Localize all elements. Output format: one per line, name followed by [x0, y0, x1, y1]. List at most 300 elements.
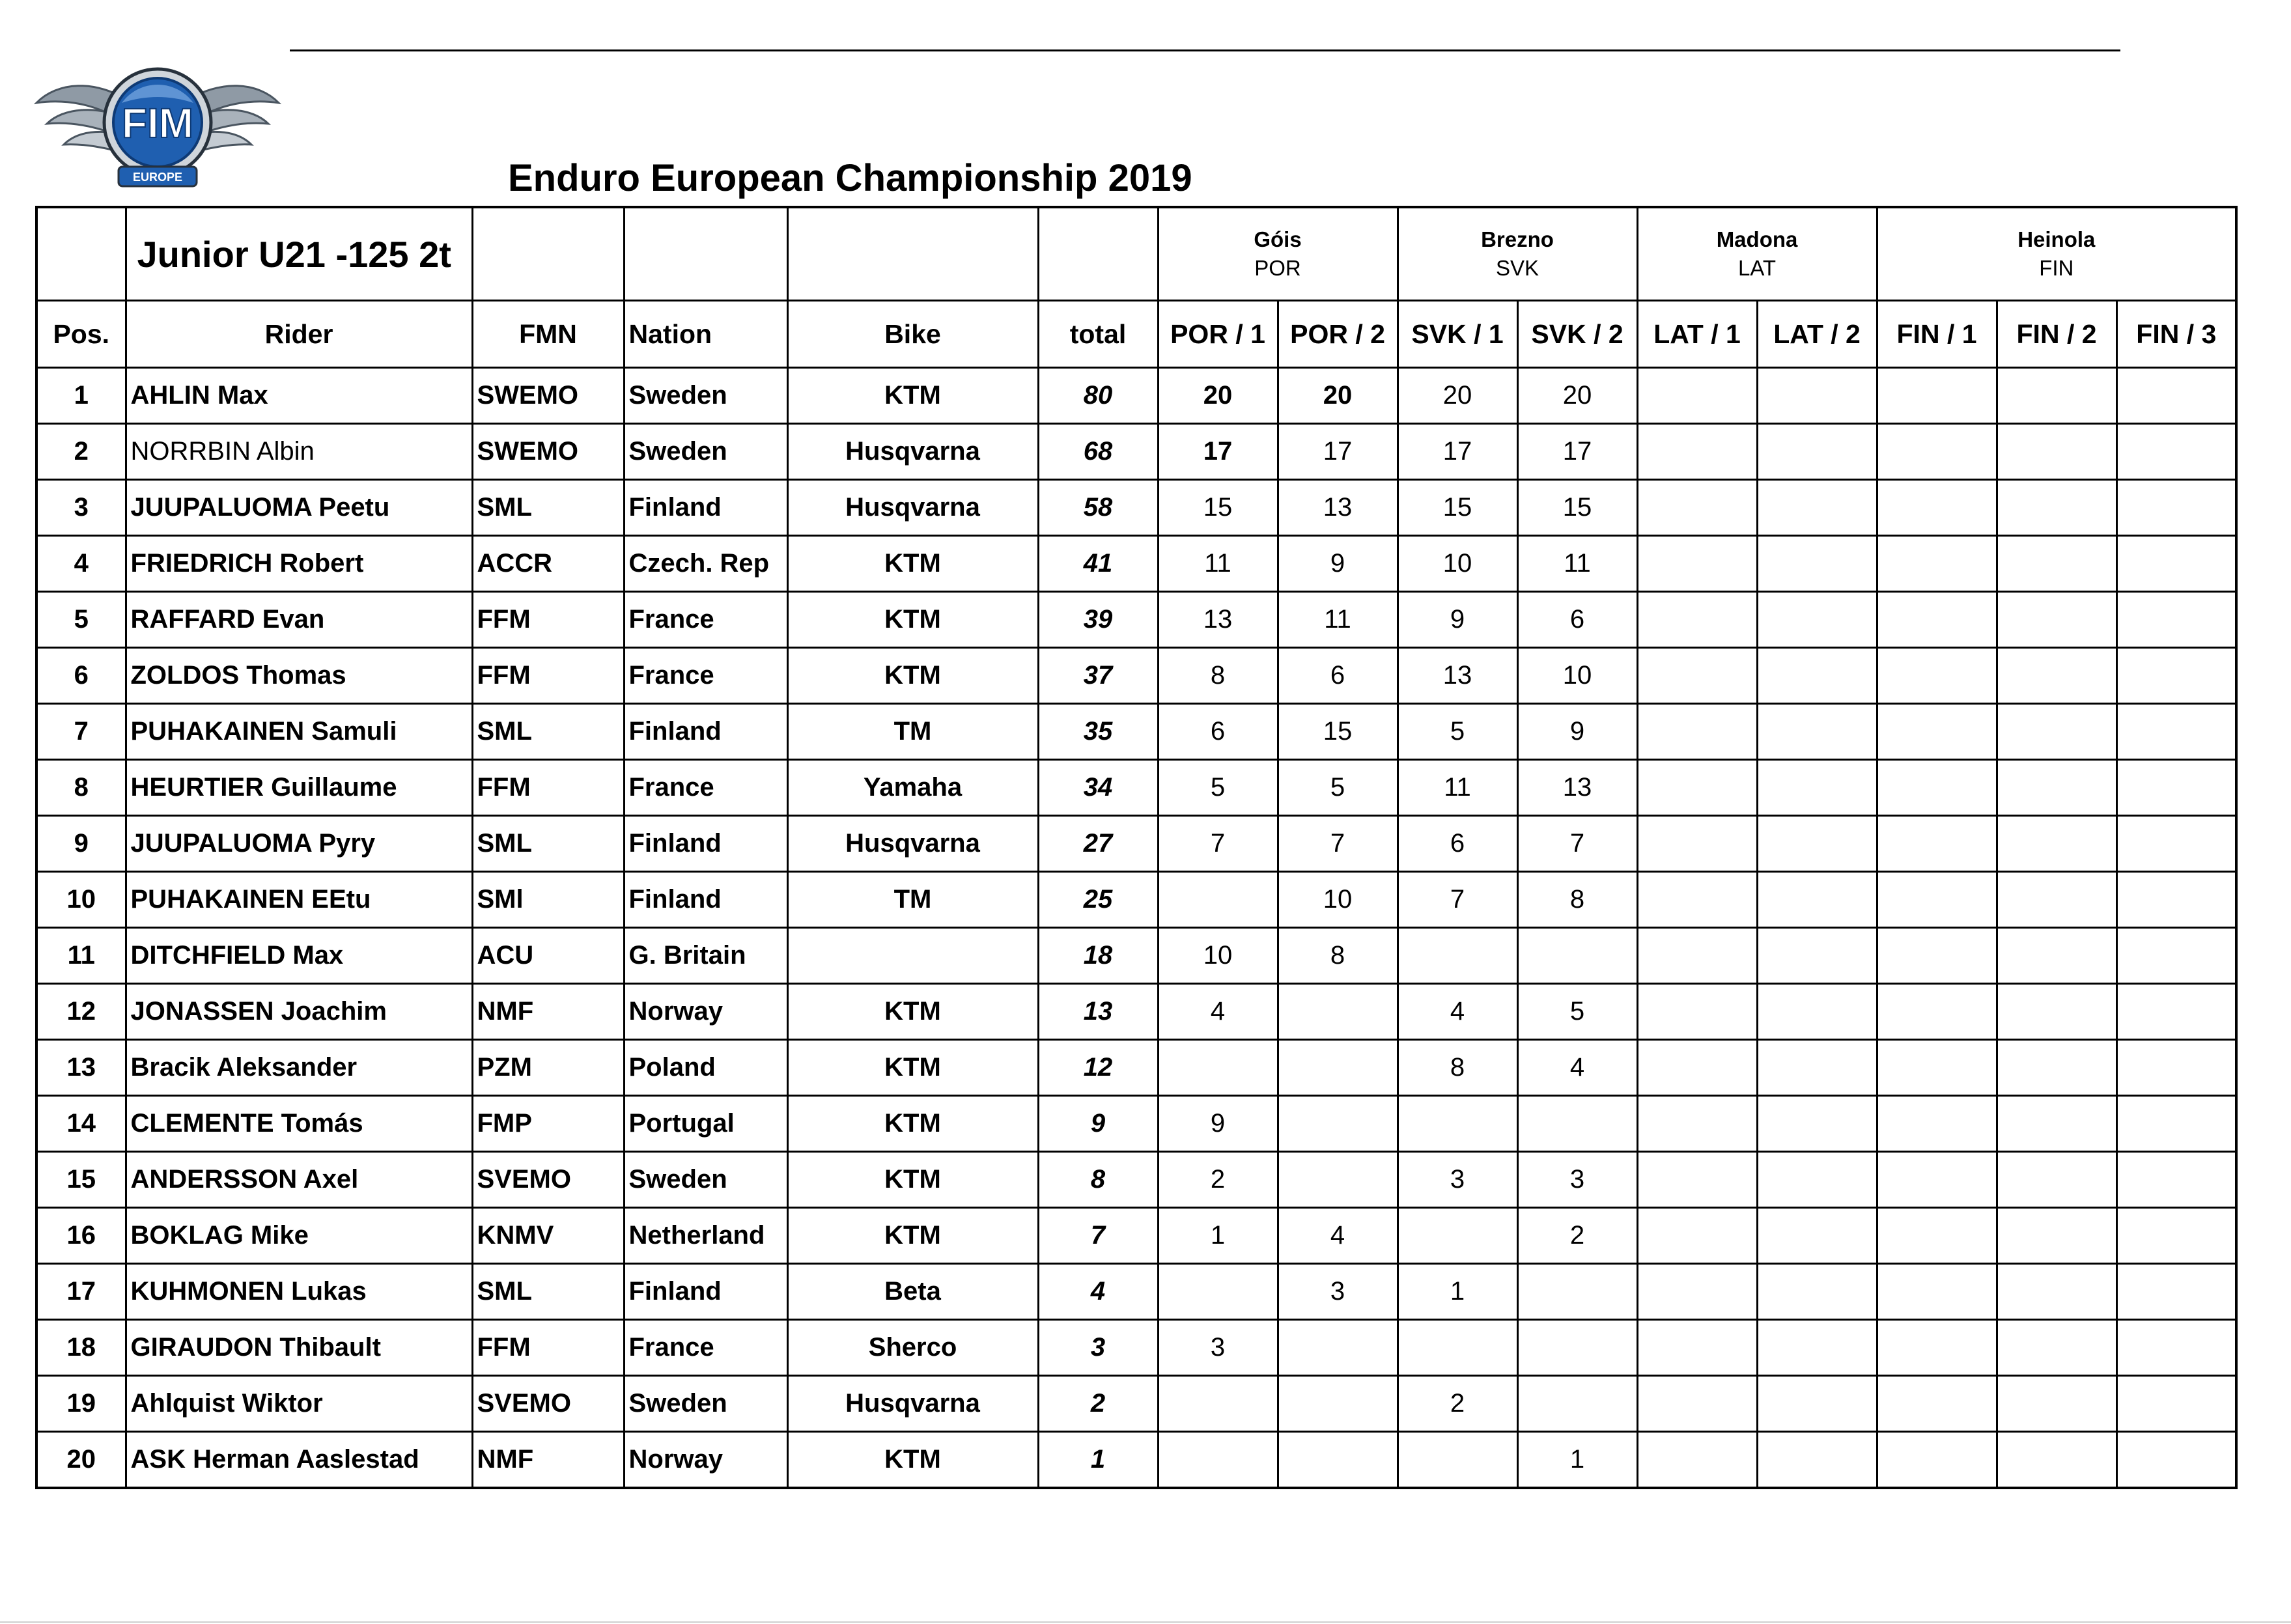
result-cell: 10	[1398, 536, 1517, 592]
result-cell	[1757, 424, 1877, 480]
result-cell: 11	[1278, 592, 1398, 648]
result-cell: 2	[1398, 1376, 1517, 1432]
position-cell: 18	[36, 1320, 126, 1376]
result-cell: 9	[1517, 704, 1637, 760]
result-cell	[1398, 928, 1517, 984]
result-cell	[1158, 872, 1278, 928]
venue-country: SVK	[1495, 256, 1539, 280]
result-cell: 13	[1517, 760, 1637, 816]
result-cell	[1637, 1376, 1757, 1432]
result-cell	[1877, 1152, 1997, 1208]
column-header: POR / 2	[1278, 301, 1398, 368]
nation-cell: Norway	[624, 1432, 787, 1489]
result-cell: 5	[1158, 760, 1278, 816]
result-cell	[1997, 760, 2116, 816]
result-cell	[1757, 1376, 1877, 1432]
rider-cell: CLEMENTE Tomás	[126, 1096, 472, 1152]
result-cell	[1997, 1320, 2116, 1376]
fmn-cell: FMP	[472, 1096, 624, 1152]
nation-cell: Norway	[624, 984, 787, 1040]
position-cell: 16	[36, 1208, 126, 1264]
total-cell: 7	[1038, 1208, 1158, 1264]
position-cell: 8	[36, 760, 126, 816]
bike-cell: KTM	[787, 1432, 1038, 1489]
result-cell	[1278, 984, 1398, 1040]
result-cell	[1757, 760, 1877, 816]
bike-cell: Sherco	[787, 1320, 1038, 1376]
result-cell	[1637, 536, 1757, 592]
result-cell: 8	[1278, 928, 1398, 984]
venue-name: Madona	[1716, 227, 1798, 251]
result-cell	[1997, 1264, 2116, 1320]
result-cell: 15	[1398, 480, 1517, 536]
venue-cell	[1398, 207, 1637, 301]
result-cell: 8	[1517, 872, 1637, 928]
bike-cell: KTM	[787, 1096, 1038, 1152]
result-cell	[1517, 928, 1637, 984]
result-cell: 7	[1158, 816, 1278, 872]
fmn-cell: SMl	[472, 872, 624, 928]
category-title: Junior U21 -125 2t	[126, 207, 472, 301]
result-cell: 11	[1517, 536, 1637, 592]
result-cell	[1877, 368, 1997, 424]
result-cell	[1877, 760, 1997, 816]
bike-cell: TM	[787, 872, 1038, 928]
footer-divider	[0, 1621, 2291, 1623]
result-cell: 15	[1517, 480, 1637, 536]
position-cell: 14	[36, 1096, 126, 1152]
rider-cell: KUHMONEN Lukas	[126, 1264, 472, 1320]
position-cell: 6	[36, 648, 126, 704]
standings-table	[35, 206, 2238, 1489]
result-cell: 3	[1158, 1320, 1278, 1376]
result-cell	[1398, 1320, 1517, 1376]
fmn-cell: FFM	[472, 760, 624, 816]
table-row	[36, 816, 2236, 872]
result-cell	[1757, 816, 1877, 872]
nation-cell: Finland	[624, 816, 787, 872]
result-cell	[1278, 1376, 1398, 1432]
result-cell: 20	[1398, 368, 1517, 424]
table-row	[36, 760, 2236, 816]
result-cell	[1997, 592, 2116, 648]
table-row	[36, 536, 2236, 592]
column-header-row	[36, 301, 2236, 368]
result-cell	[1757, 1096, 1877, 1152]
result-cell	[1877, 984, 1997, 1040]
position-cell: 17	[36, 1264, 126, 1320]
rider-cell: AHLIN Max	[126, 368, 472, 424]
rider-cell: JUUPALUOMA Peetu	[126, 480, 472, 536]
result-cell	[1757, 984, 1877, 1040]
result-cell	[2116, 480, 2236, 536]
result-cell	[1997, 816, 2116, 872]
result-cell	[1637, 480, 1757, 536]
table-row	[36, 1264, 2236, 1320]
position-cell: 1	[36, 368, 126, 424]
nation-cell: Finland	[624, 872, 787, 928]
rider-cell: ANDERSSON Axel	[126, 1152, 472, 1208]
venue-cell	[1158, 207, 1398, 301]
result-cell: 6	[1517, 592, 1637, 648]
result-cell	[1997, 928, 2116, 984]
nation-cell: Poland	[624, 1040, 787, 1096]
result-cell	[1278, 1320, 1398, 1376]
result-cell: 15	[1158, 480, 1278, 536]
total-cell: 4	[1038, 1264, 1158, 1320]
result-cell: 8	[1158, 648, 1278, 704]
fmn-cell: FFM	[472, 648, 624, 704]
result-cell	[2116, 704, 2236, 760]
result-cell: 8	[1398, 1040, 1517, 1096]
result-cell: 6	[1158, 704, 1278, 760]
result-cell	[1877, 480, 1997, 536]
table-row	[36, 648, 2236, 704]
result-cell: 9	[1278, 536, 1398, 592]
total-cell: 9	[1038, 1096, 1158, 1152]
bike-cell: Beta	[787, 1264, 1038, 1320]
result-cell: 13	[1398, 648, 1517, 704]
result-cell: 3	[1398, 1152, 1517, 1208]
position-cell: 11	[36, 928, 126, 984]
total-cell: 2	[1038, 1376, 1158, 1432]
column-header: FIN / 3	[2116, 301, 2236, 368]
result-cell	[1637, 368, 1757, 424]
column-header: FIN / 1	[1877, 301, 1997, 368]
empty-header-cell	[1038, 207, 1158, 301]
fmn-cell: NMF	[472, 984, 624, 1040]
result-cell	[1997, 368, 2116, 424]
result-cell	[1757, 704, 1877, 760]
result-cell	[1997, 424, 2116, 480]
fmn-cell: SML	[472, 704, 624, 760]
bike-cell: Husqvarna	[787, 816, 1038, 872]
result-cell: 3	[1517, 1152, 1637, 1208]
result-cell	[2116, 1320, 2236, 1376]
result-cell	[1637, 1040, 1757, 1096]
venue-cell	[1637, 207, 1877, 301]
result-cell	[1637, 704, 1757, 760]
result-cell	[2116, 648, 2236, 704]
result-cell	[1757, 1432, 1877, 1489]
nation-cell: France	[624, 648, 787, 704]
table-row	[36, 480, 2236, 536]
svg-text:FIM: FIM	[121, 100, 194, 147]
result-cell	[2116, 872, 2236, 928]
position-cell: 7	[36, 704, 126, 760]
bike-cell: Yamaha	[787, 760, 1038, 816]
bike-cell: KTM	[787, 536, 1038, 592]
fmn-cell: SML	[472, 1264, 624, 1320]
position-cell: 5	[36, 592, 126, 648]
result-cell	[1637, 1208, 1757, 1264]
rider-cell: RAFFARD Evan	[126, 592, 472, 648]
total-cell: 35	[1038, 704, 1158, 760]
result-cell: 6	[1278, 648, 1398, 704]
column-header: LAT / 1	[1637, 301, 1757, 368]
result-cell: 17	[1517, 424, 1637, 480]
bike-cell: Husqvarna	[787, 1376, 1038, 1432]
column-header: Pos.	[36, 301, 126, 368]
result-cell: 7	[1517, 816, 1637, 872]
total-cell: 18	[1038, 928, 1158, 984]
total-cell: 34	[1038, 760, 1158, 816]
result-cell: 10	[1517, 648, 1637, 704]
bike-cell: KTM	[787, 984, 1038, 1040]
rider-cell: DITCHFIELD Max	[126, 928, 472, 984]
total-cell: 13	[1038, 984, 1158, 1040]
result-cell: 1	[1517, 1432, 1637, 1489]
result-cell	[1997, 536, 2116, 592]
result-cell	[2116, 1208, 2236, 1264]
column-header: Nation	[624, 301, 787, 368]
result-cell	[1278, 1152, 1398, 1208]
result-cell	[1398, 1208, 1517, 1264]
column-header: FIN / 2	[1997, 301, 2116, 368]
bike-cell: KTM	[787, 368, 1038, 424]
nation-cell: France	[624, 760, 787, 816]
result-cell	[2116, 1152, 2236, 1208]
nation-cell: Sweden	[624, 424, 787, 480]
nation-cell: Portugal	[624, 1096, 787, 1152]
result-cell	[2116, 1264, 2236, 1320]
total-cell: 12	[1038, 1040, 1158, 1096]
nation-cell: Sweden	[624, 368, 787, 424]
result-cell	[1757, 368, 1877, 424]
result-cell	[1637, 872, 1757, 928]
result-cell	[1757, 1320, 1877, 1376]
result-cell: 10	[1158, 928, 1278, 984]
table-row	[36, 592, 2236, 648]
result-cell	[1637, 984, 1757, 1040]
column-header: total	[1038, 301, 1158, 368]
result-cell	[1877, 1320, 1997, 1376]
result-cell	[1757, 1040, 1877, 1096]
bike-cell: TM	[787, 704, 1038, 760]
result-cell	[1398, 1432, 1517, 1489]
nation-cell: Finland	[624, 480, 787, 536]
page-title: Enduro European Championship 2019	[508, 157, 1192, 199]
result-cell	[2116, 1096, 2236, 1152]
result-cell	[2116, 424, 2236, 480]
fmn-cell: SML	[472, 816, 624, 872]
bike-cell	[787, 928, 1038, 984]
result-cell: 4	[1517, 1040, 1637, 1096]
table-row	[36, 1208, 2236, 1264]
result-cell	[1637, 424, 1757, 480]
result-cell	[1158, 1040, 1278, 1096]
result-cell	[1278, 1432, 1398, 1489]
result-cell: 3	[1278, 1264, 1398, 1320]
result-cell	[2116, 760, 2236, 816]
rider-cell: Ahlquist Wiktor	[126, 1376, 472, 1432]
result-cell	[1398, 1096, 1517, 1152]
bike-cell: KTM	[787, 648, 1038, 704]
fmn-cell: PZM	[472, 1040, 624, 1096]
fmn-cell: SML	[472, 480, 624, 536]
result-cell: 4	[1278, 1208, 1398, 1264]
empty-header-cell	[624, 207, 787, 301]
result-cell	[2116, 1376, 2236, 1432]
result-cell	[1877, 536, 1997, 592]
result-cell	[1637, 816, 1757, 872]
result-cell	[1757, 592, 1877, 648]
result-cell	[1877, 928, 1997, 984]
result-cell: 13	[1158, 592, 1278, 648]
result-cell	[1637, 928, 1757, 984]
result-cell	[1997, 1376, 2116, 1432]
total-cell: 80	[1038, 368, 1158, 424]
venue-name: Heinola	[2017, 227, 2096, 251]
result-cell: 17	[1158, 424, 1278, 480]
bike-cell: KTM	[787, 1208, 1038, 1264]
result-cell	[1997, 1152, 2116, 1208]
fmn-cell: KNMV	[472, 1208, 624, 1264]
result-cell	[1877, 1040, 1997, 1096]
result-cell	[1757, 1152, 1877, 1208]
table-row	[36, 872, 2236, 928]
column-header: POR / 1	[1158, 301, 1278, 368]
result-cell	[1637, 760, 1757, 816]
position-cell: 20	[36, 1432, 126, 1489]
result-cell	[1757, 648, 1877, 704]
total-cell: 27	[1038, 816, 1158, 872]
result-cell	[1877, 1264, 1997, 1320]
venue-header-row	[36, 207, 2236, 301]
table-row	[36, 1096, 2236, 1152]
venue-country: LAT	[1737, 256, 1777, 280]
result-cell	[1517, 1096, 1637, 1152]
result-cell	[2116, 984, 2236, 1040]
rider-cell: FRIEDRICH Robert	[126, 536, 472, 592]
venue-name: Góis	[1254, 227, 1302, 251]
rider-cell: PUHAKAINEN Samuli	[126, 704, 472, 760]
fmn-cell: SVEMO	[472, 1152, 624, 1208]
result-cell: 20	[1158, 368, 1278, 424]
result-cell	[1278, 1040, 1398, 1096]
table-row	[36, 928, 2236, 984]
table-row	[36, 984, 2236, 1040]
nation-cell: Finland	[624, 704, 787, 760]
result-cell: 10	[1278, 872, 1398, 928]
fmn-cell: SWEMO	[472, 368, 624, 424]
rider-cell: BOKLAG Mike	[126, 1208, 472, 1264]
nation-cell: France	[624, 592, 787, 648]
result-cell: 17	[1398, 424, 1517, 480]
table-row	[36, 704, 2236, 760]
total-cell: 3	[1038, 1320, 1158, 1376]
empty-header-cell	[36, 207, 126, 301]
result-cell	[1757, 536, 1877, 592]
nation-cell: Czech. Rep	[624, 536, 787, 592]
result-cell	[1997, 1208, 2116, 1264]
bike-cell: KTM	[787, 1040, 1038, 1096]
rider-cell: PUHAKAINEN EEtu	[126, 872, 472, 928]
total-cell: 37	[1038, 648, 1158, 704]
column-header: SVK / 2	[1517, 301, 1637, 368]
fmn-cell: SWEMO	[472, 424, 624, 480]
result-cell	[1637, 592, 1757, 648]
result-cell: 1	[1398, 1264, 1517, 1320]
result-cell	[1637, 648, 1757, 704]
fim-emblem	[104, 69, 211, 176]
result-cell	[1877, 648, 1997, 704]
position-cell: 13	[36, 1040, 126, 1096]
result-cell	[1158, 1376, 1278, 1432]
rider-cell: HEURTIER Guillaume	[126, 760, 472, 816]
column-header: FMN	[472, 301, 624, 368]
result-cell: 7	[1398, 872, 1517, 928]
result-cell: 6	[1398, 816, 1517, 872]
position-cell: 2	[36, 424, 126, 480]
rider-cell: JONASSEN Joachim	[126, 984, 472, 1040]
nation-cell: G. Britain	[624, 928, 787, 984]
result-cell: 9	[1398, 592, 1517, 648]
venue-country: POR	[1254, 256, 1301, 280]
result-cell	[1158, 1264, 1278, 1320]
position-cell: 9	[36, 816, 126, 872]
result-cell: 2	[1517, 1208, 1637, 1264]
position-cell: 10	[36, 872, 126, 928]
column-header: LAT / 2	[1757, 301, 1877, 368]
result-cell: 7	[1278, 816, 1398, 872]
table-row	[36, 1432, 2236, 1489]
result-cell: 5	[1278, 760, 1398, 816]
column-header: Rider	[126, 301, 472, 368]
result-cell	[1997, 648, 2116, 704]
total-cell: 58	[1038, 480, 1158, 536]
table-row	[36, 368, 2236, 424]
result-cell: 5	[1398, 704, 1517, 760]
table-row	[36, 1040, 2236, 1096]
result-cell	[1997, 984, 2116, 1040]
fmn-cell: ACCR	[472, 536, 624, 592]
result-cell	[2116, 928, 2236, 984]
fmn-cell: FFM	[472, 1320, 624, 1376]
result-cell	[1517, 1320, 1637, 1376]
result-cell	[1517, 1376, 1637, 1432]
total-cell: 25	[1038, 872, 1158, 928]
table-row	[36, 1376, 2236, 1432]
rider-cell: JUUPALUOMA Pyry	[126, 816, 472, 872]
empty-header-cell	[472, 207, 624, 301]
result-cell	[1757, 1208, 1877, 1264]
nation-cell: Sweden	[624, 1152, 787, 1208]
result-cell	[2116, 368, 2236, 424]
result-cell: 1	[1158, 1208, 1278, 1264]
bike-cell: Husqvarna	[787, 480, 1038, 536]
result-cell	[1997, 872, 2116, 928]
result-cell: 15	[1278, 704, 1398, 760]
nation-cell: Netherland	[624, 1208, 787, 1264]
result-cell	[1278, 1096, 1398, 1152]
fmn-cell: NMF	[472, 1432, 624, 1489]
result-cell: 4	[1398, 984, 1517, 1040]
top-divider	[290, 49, 2120, 51]
venue-name: Brezno	[1481, 227, 1554, 251]
nation-cell: Finland	[624, 1264, 787, 1320]
result-cell: 9	[1158, 1096, 1278, 1152]
result-cell	[1637, 1320, 1757, 1376]
table-row	[36, 1320, 2236, 1376]
position-cell: 12	[36, 984, 126, 1040]
result-cell	[1757, 480, 1877, 536]
nation-cell: Sweden	[624, 1376, 787, 1432]
result-cell	[1877, 816, 1997, 872]
position-cell: 3	[36, 480, 126, 536]
result-cell	[2116, 1432, 2236, 1489]
result-cell	[1877, 872, 1997, 928]
